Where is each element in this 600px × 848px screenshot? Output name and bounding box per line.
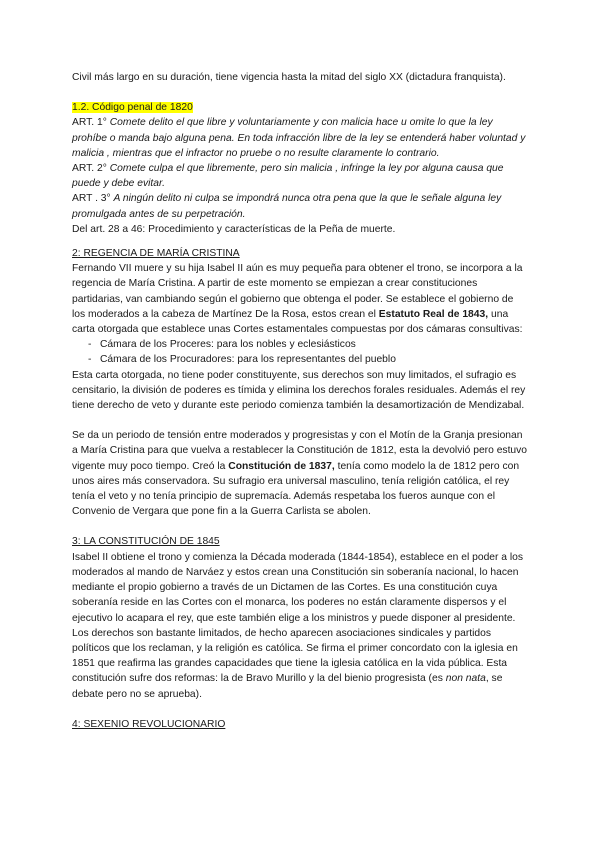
article-3 [72,191,528,221]
section-1-2-title: 1.2. Código penal de 1820 [72,102,193,114]
list-item: - Cámara de los Proceres: para los nobles y eclesiásticos [72,337,528,352]
non-nata-term: non nata [445,673,486,685]
article-3-label: ART . 3° [72,193,111,205]
article-2 [72,161,528,191]
article-1-text: Comete delito el que libre y voluntariamente y con malicia hace u omite lo que la ley prohíbe o manda bajo alguna pena. En toda infracción libre de la ley se entenderá haber voluntad y malicia , mientras que el infractor no pruebe o no resulte claramente lo contrario. [72,117,526,159]
article-2-text: Comete culpa el que libremente, pero sin malicia , infringe la ley por alguna causa que puede y debe evitar. [72,163,504,190]
section-3-paragraph: Isabel II obtiene el trono y comienza la Década moderada (1844-1854), establece en el poder a los moderados al mando de Narváez y estos crean una Constitución sin soberanía nacional, lo hacen mediante el propio gobierno a través de un Dictamen de las Cortes. Es una constitución cuya soberanía reside en las Cortes con el monarca, los poderes no están claramente dispersos y el ejecutivo lo acapara el rey, que este también elige a los ministros y puede disponer al presidente. Los derechos son bastante limitados, de hecho aparecen asociaciones sindicales y partidos políticos que los reclaman, y la religión es católica. Se firma el primer concordato con la iglesia en 1851 que reafirma las grandes capacidades que tiene la iglesia católica en la vida pública. Esta constitución sufre dos reformas: la de Bravo Murillo y la del bienio progresista (es non nata, se debate pero no se aprueba). [72,551,524,700]
article-2-label: ART. 2° [72,163,107,175]
constitucion-1837-term: Constitución de 1837, [228,460,335,472]
section-2-paragraph-1: Fernando VII muere y su hija Isabel II aún es muy pequeña para obtener el trono, se incorpora a la regencia de María Cristina. A partir de este momento se empiezan a crear constituciones partidarias, van cambiando según el gobierno que obtenga el poder. Se establece el gobierno de los moderados a la cabeza de Martínez De la Rosa, estos crean el Estatuto Real de 1843, una carta otorgada que establece unas Cortes estamentales compuestas por dos cámaras consultivas: [72,263,523,336]
document-page [72,70,528,732]
section-2-paragraph-2: Esta carta otorgada, no tiene poder constituyente, sus derechos son muy limitados, el sufragio es censitario, la división de poderes es tímida y elimina los derechos forales residuales. Además el rey tiene derecho de veto y durante este periodo comienza también la desamortización de Mendizabal. [72,369,526,412]
article-1-label: ART. 1° [72,117,107,129]
section-2-paragraph-3: Se da un periodo de tensión entre moderados y progresistas y con el Motín de la Granja presionan a María Cristina para que vuelva a restablecer la Constitución de 1812, esta la devolvió pero estuvo vigente muy poco tiempo. Creó la Constitución de 1837, tenía como modelo la de 1812 pero con unos aires más conservadora. Su sufragio era universal masculino, tenía religión católica, el rey tenía el veto y no tenía principio de supremacía. Además respetaba los fueros aunque con el Convenio de Vergara que pone fin a la Guerra Carlista se abolen. [72,430,528,518]
section-4-heading: 4: SEXENIO REVOLUCIONARIO [72,718,226,730]
intro-paragraph: Civil más largo en su duración, tiene vigencia hasta la mitad del siglo XX (dictadura franquista). [72,72,506,83]
section-1-2-heading [72,100,528,115]
article-3-text: A ningún delito ni culpa se impondrá nunca otra pena que la que le señale alguna ley promulgada antes de su perpetración. [72,193,502,220]
section-2-heading: 2: REGENCIA DE MARÍA CRISTINA [72,248,240,260]
section-3-heading: 3: LA CONSTITUCIÓN DE 1845 [72,536,220,548]
death-penalty-note: Del art. 28 a 46: Procedimiento y características de la Peña de muerte. [72,223,396,235]
list-item: - Cámara de los Procuradores: para los representantes del pueblo [72,352,528,367]
estatuto-real-term: Estatuto Real de 1843, [378,308,489,320]
article-1 [72,115,528,161]
chambers-list [72,337,528,367]
